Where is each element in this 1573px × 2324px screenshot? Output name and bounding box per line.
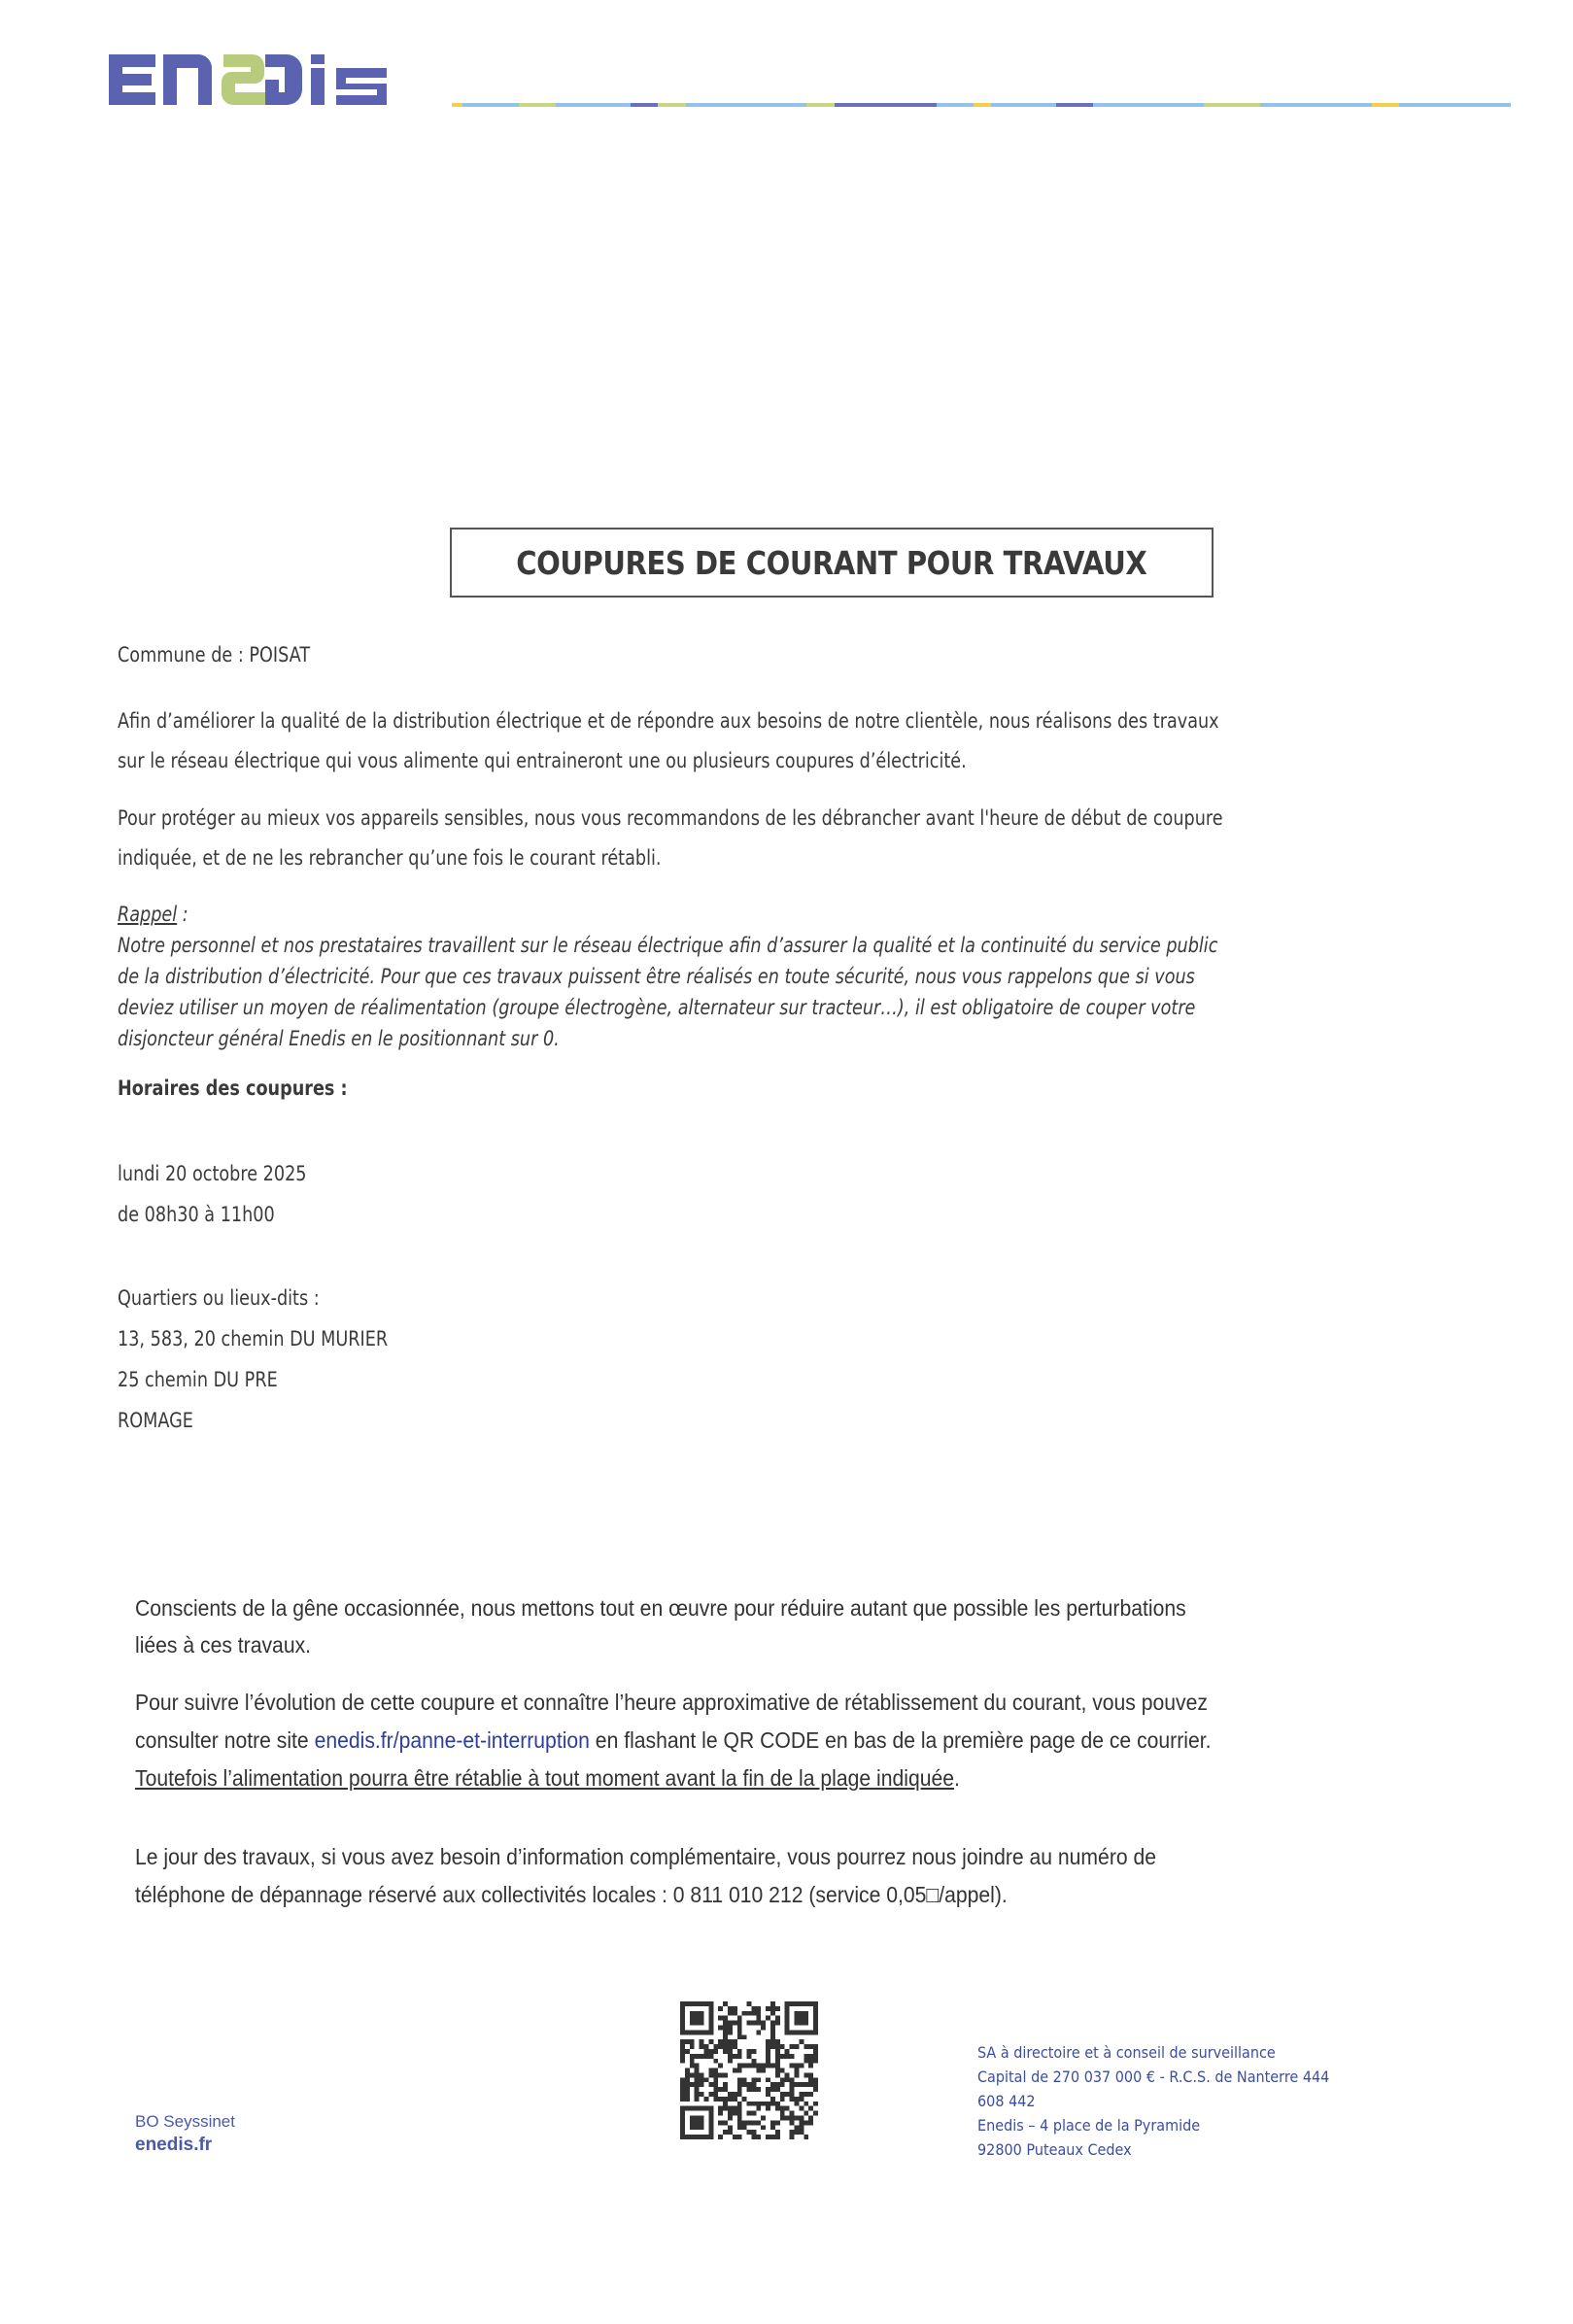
contact-paragraph <box>135 1838 1495 1914</box>
tracking-line-3 <box>135 1760 1359 1797</box>
contact-line-1: Le jour des travaux, si vous avez besoin d’information complémentaire, vous pourrez nous joindre au numéro de <box>135 1844 1157 1869</box>
rappel-line-3: deviez utiliser un moyen de réalimentation (groupe électrogène, alternateur sur tracteur…), il est obligatoire de couper votre <box>118 996 1196 1020</box>
restoration-note-end: . <box>954 1765 960 1791</box>
website-link[interactable]: enedis.fr <box>135 2135 213 2155</box>
legal-line: SA à directoire et à conseil de surveillance <box>977 2043 1276 2062</box>
office-name: BO Seyssinet <box>135 2112 235 2131</box>
commune-line <box>118 643 1497 667</box>
locations-heading: Quartiers ou lieux-dits : <box>118 1286 320 1311</box>
legal-line: Capital de 270 037 000 € - R.C.S. de Nanterre 444 <box>977 2068 1330 2086</box>
legal-line: 608 442 <box>977 2092 1036 2110</box>
restoration-note: Toutefois l’alimentation pourra être rétablie à tout moment avant la fin de la plage indiquée <box>135 1765 955 1791</box>
qr-code[interactable] <box>680 2001 818 2139</box>
rappel-colon: : <box>177 903 188 927</box>
location-item: 13, 583, 20 chemin DU MURIER <box>118 1327 389 1351</box>
protection-line-1: Pour protéger au mieux vos appareils sensibles, nous vous recommandons de les débrancher avant l'heure de début de coupure <box>118 806 1223 831</box>
rappel-line-1: Notre personnel et nos prestataires travaillent sur le réseau électrique afin d’assurer la qualité et la continuité du service public <box>118 934 1218 958</box>
legal-line: 92800 Puteaux Cedex <box>977 2140 1132 2159</box>
header-color-line <box>452 103 1511 107</box>
protection-paragraph <box>118 799 1497 878</box>
footer-legal <box>977 2040 1329 2162</box>
rappel-section <box>118 900 1497 1055</box>
document-title: COUPURES DE COURANT POUR TRAVAUX <box>516 543 1147 582</box>
tracking-text-post: en flashant le QR CODE en bas de la première page de ce courrier. <box>589 1727 1212 1753</box>
outage-time: de 08h30 à 11h00 <box>118 1203 275 1227</box>
rappel-line-2: de la distribution d’électricité. Pour que ces travaux puissent être réalisés en toute sécurité, nous vous rappelons que si vous <box>118 965 1195 989</box>
horaires-heading: Horaires des coupures : <box>118 1077 348 1101</box>
rappel-line-4: disjoncteur général Enedis en le positionnant sur 0. <box>118 1027 560 1051</box>
intro-paragraph <box>118 701 1497 781</box>
outage-info-link[interactable]: enedis.fr/panne-et-interruption <box>314 1727 590 1753</box>
commune-text: Commune de : POISAT <box>118 643 311 667</box>
location-item: ROMAGE <box>118 1409 193 1433</box>
intro-line-2: sur le réseau électrique qui vous alimente qui entraineront une ou plusieurs coupures d’électricité. <box>118 749 967 773</box>
contact-line-2: téléphone de dépannage réservé aux collectivités locales : 0 811 010 212 (service 0,05□/appel). <box>135 1882 1008 1907</box>
outage-date: lundi 20 octobre 2025 <box>118 1162 307 1186</box>
outage-schedule <box>118 1154 1497 1236</box>
tracking-line-1: Pour suivre l’évolution de cette coupure et connaître l’heure approximative de rétablissement du courant, vous pouvez <box>135 1690 1208 1715</box>
apology-line-2: liées à ces travaux. <box>135 1632 312 1658</box>
rappel-heading <box>118 900 1248 931</box>
rappel-label: Rappel <box>118 903 178 927</box>
tracking-line-2 <box>135 1722 1359 1760</box>
apology-line-1: Conscients de la gêne occasionnée, nous mettons tout en œuvre pour réduire autant que possible les perturbations <box>135 1595 1186 1621</box>
horaires-heading-wrap <box>118 1077 1497 1101</box>
intro-line-1: Afin d’améliorer la qualité de la distribution électrique et de répondre aux besoins de notre clientèle, nous réalisons des travaux <box>118 709 1219 734</box>
protection-line-2: indiquée, et de ne les rebrancher qu’une fois le courant rétabli. <box>118 846 662 871</box>
tracking-paragraph <box>135 1684 1495 1797</box>
locations-section <box>118 1279 1497 1442</box>
legal-line: Enedis – 4 place de la Pyramide <box>977 2116 1201 2135</box>
location-item: 25 chemin DU PRE <box>118 1368 278 1392</box>
enedis-logo <box>105 47 430 113</box>
footer-office <box>135 2110 235 2157</box>
tracking-text-pre: consulter notre site <box>135 1727 315 1753</box>
apology-paragraph <box>135 1589 1495 1663</box>
title-box <box>450 528 1214 598</box>
